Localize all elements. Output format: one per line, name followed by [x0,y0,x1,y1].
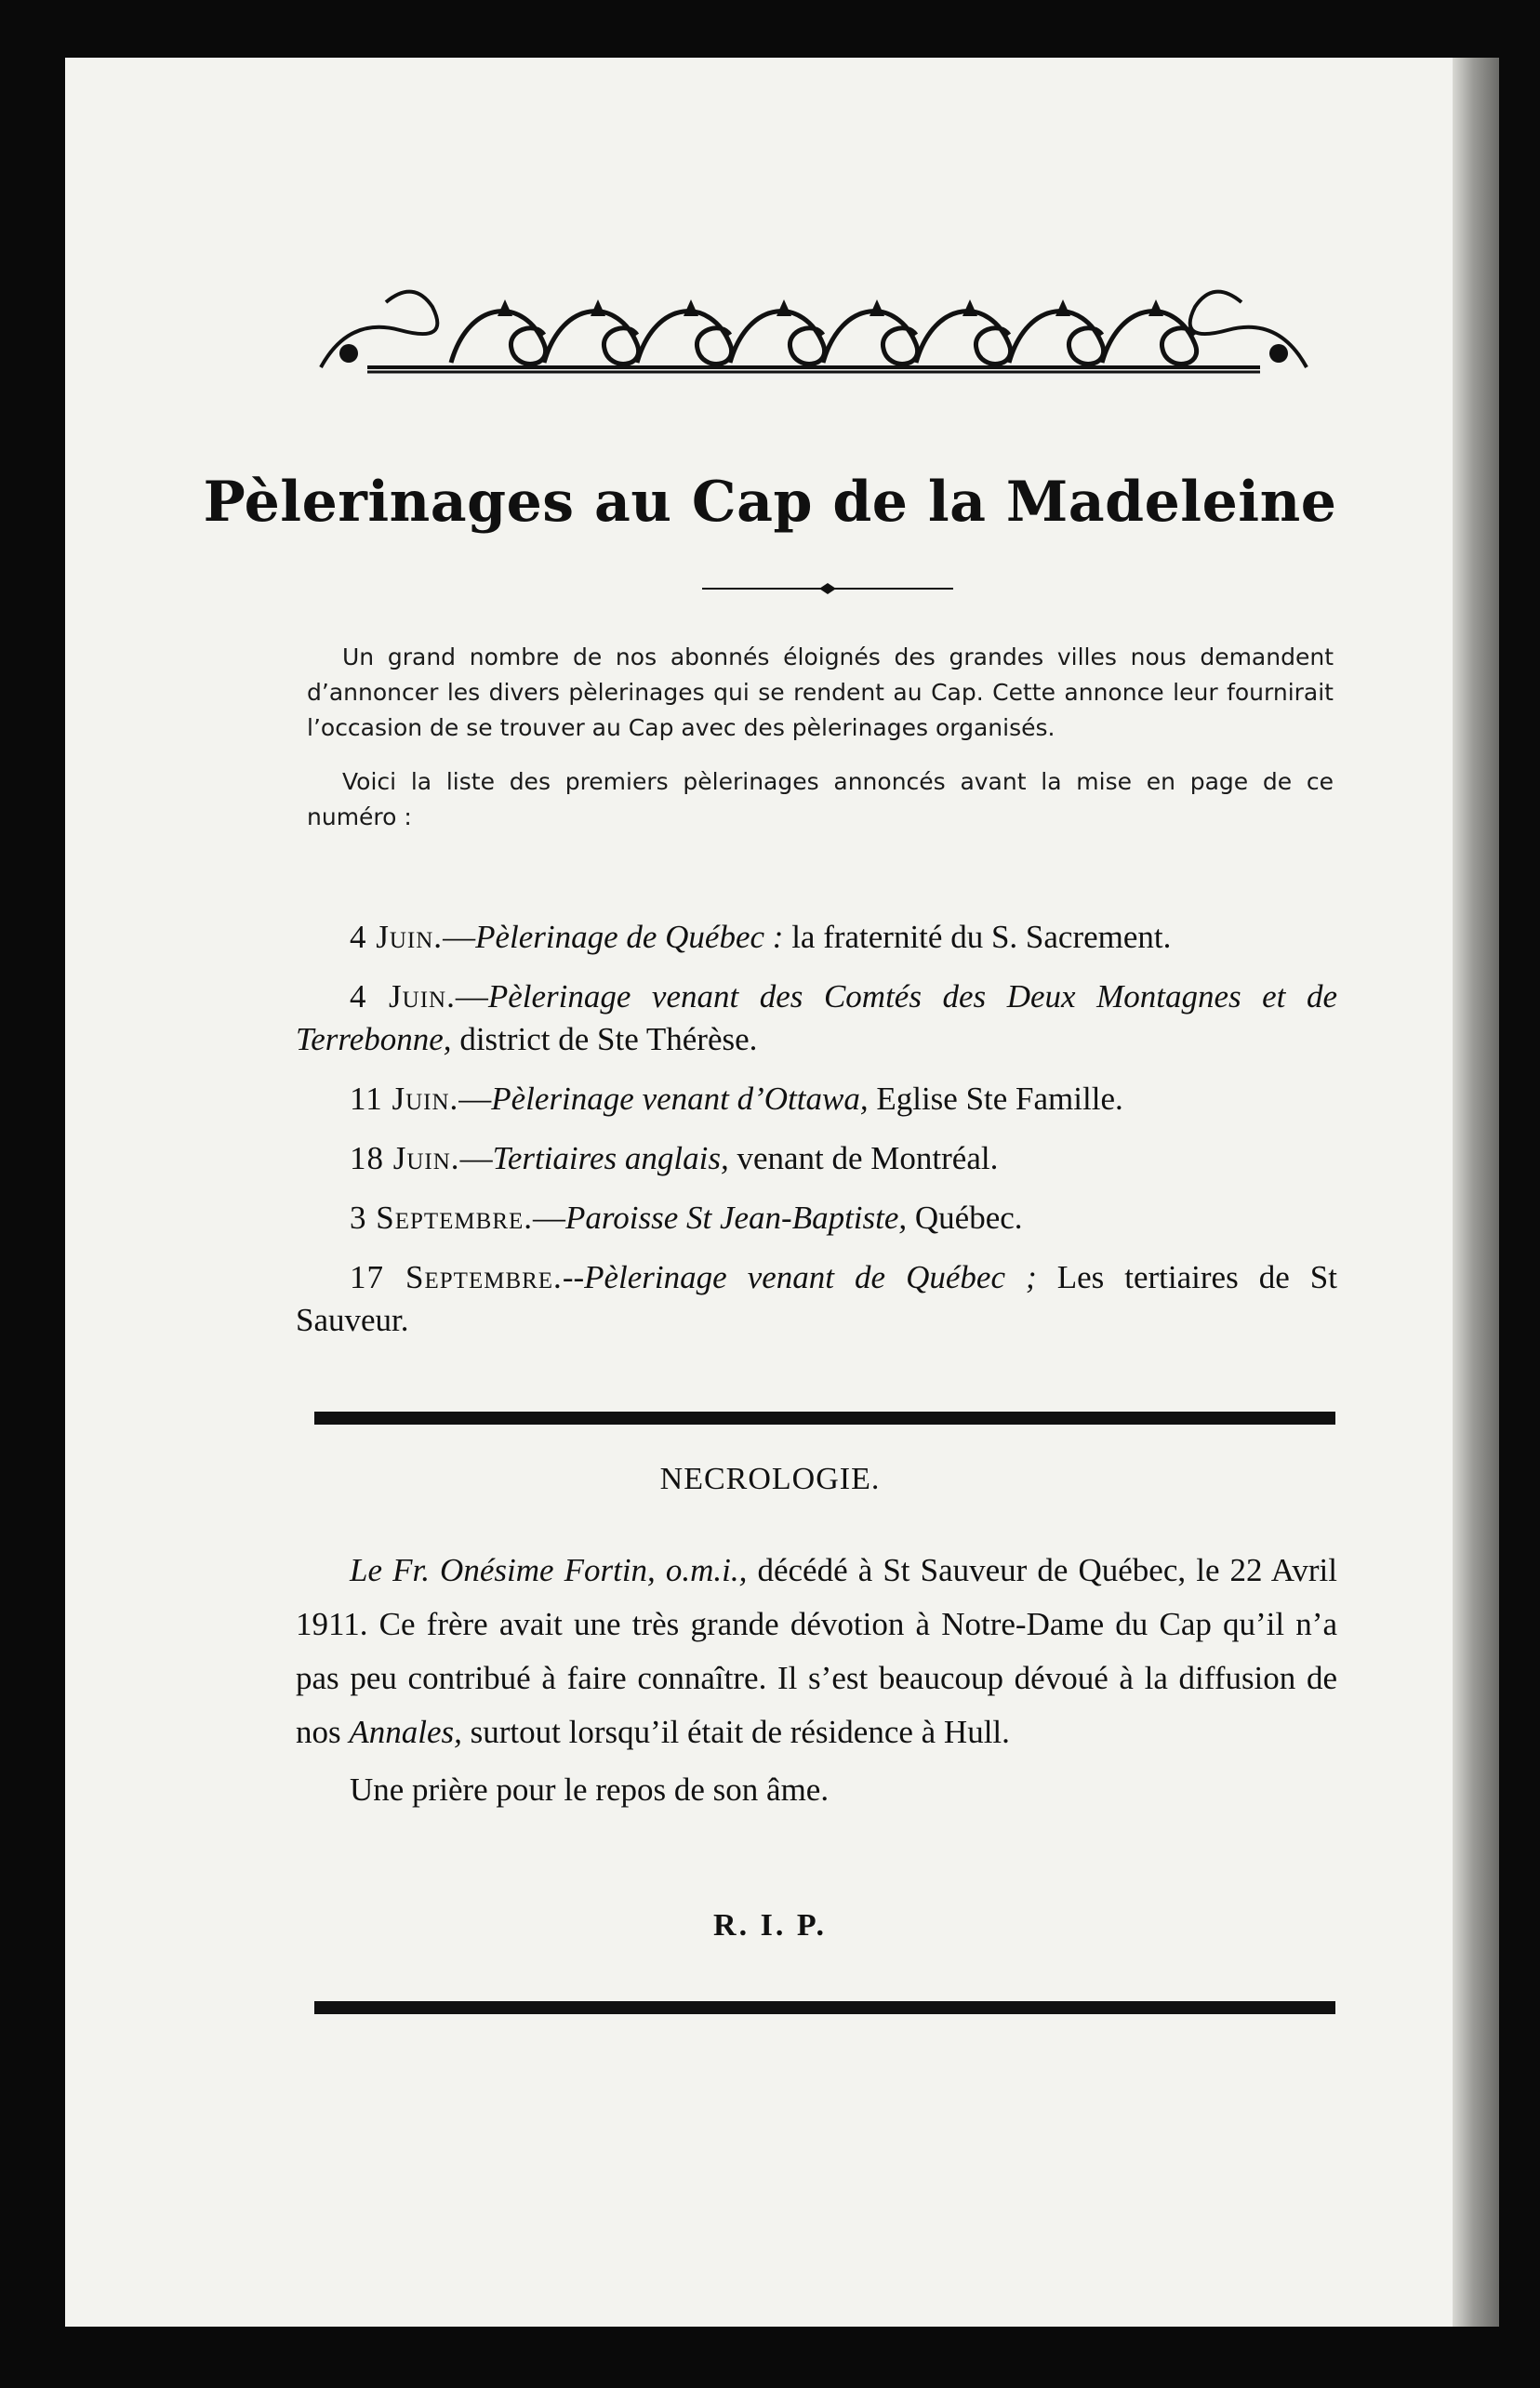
pilgrimage-list [296,916,1337,1359]
intro-paragraph-1: Un grand nombre de nos abonnés éloignés des grandes villes nous demandent d’annoncer les divers pèlerinages qui se rendent au Cap. Cette annonce leur fournirait l’occasion de se trouver au Cap avec des pèlerinages organisés. [307,643,1334,741]
prayer-line: Une prière pour le repos de son âme. [350,1771,830,1808]
bottom-divider-rule [314,2001,1335,2014]
necrologie-text [296,1544,1337,1821]
list-item: 18 Juin.—Tertiaires anglais, venant de Montréal. [350,1140,999,1176]
diamond-rule-divider [702,582,953,595]
list-item: 11 Juin.—Pèlerinage venant d’Ottawa, Eglise Ste Famille. [350,1081,1123,1117]
intro-paragraph-2: Voici la liste des premiers pèlerinages annoncés avant la mise en page de ce numéro : [307,768,1334,830]
intro-text [307,640,1334,835]
decorative-scroll-ornament [312,279,1316,391]
list-item: 17 Septembre.--Pèlerinage venant de Québec ; Les tertiaires de St Sauveur. [296,1259,1337,1338]
list-item: 4 Juin.—Pèlerinage venant des Comtés des Deux Montagnes et de Terrebonne, district de Ste Thérèse. [296,978,1337,1057]
list-item: 4 Juin.—Pèlerinage de Québec : la fraternité du S. Sacrement. [350,919,1172,955]
section-divider-rule [314,1412,1335,1425]
necrologie-paragraph: Le Fr. Onésime Fortin, o.m.i., décédé à St Sauveur de Québec, le 22 Avril 1911. Ce frère avait une très grande dévotion à Notre-Dame du Cap qu’il n’a pas peu contribué à faire connaître. Il s’est beaucoup dévoué à la diffusion de nos Annales, surtout lorsqu’il était de résidence à Hull. [296,1552,1337,1750]
list-item: 3 Septembre.—Paroisse St Jean-Baptiste, Québec. [350,1200,1023,1236]
page-edge-shadow [1453,58,1499,2327]
necrologie-heading: NECROLOGIE. [659,1462,881,1496]
rip-line: R. I. P. [713,1908,827,1943]
page-title: Pèlerinages au Cap de la Madeleine [203,470,1337,535]
